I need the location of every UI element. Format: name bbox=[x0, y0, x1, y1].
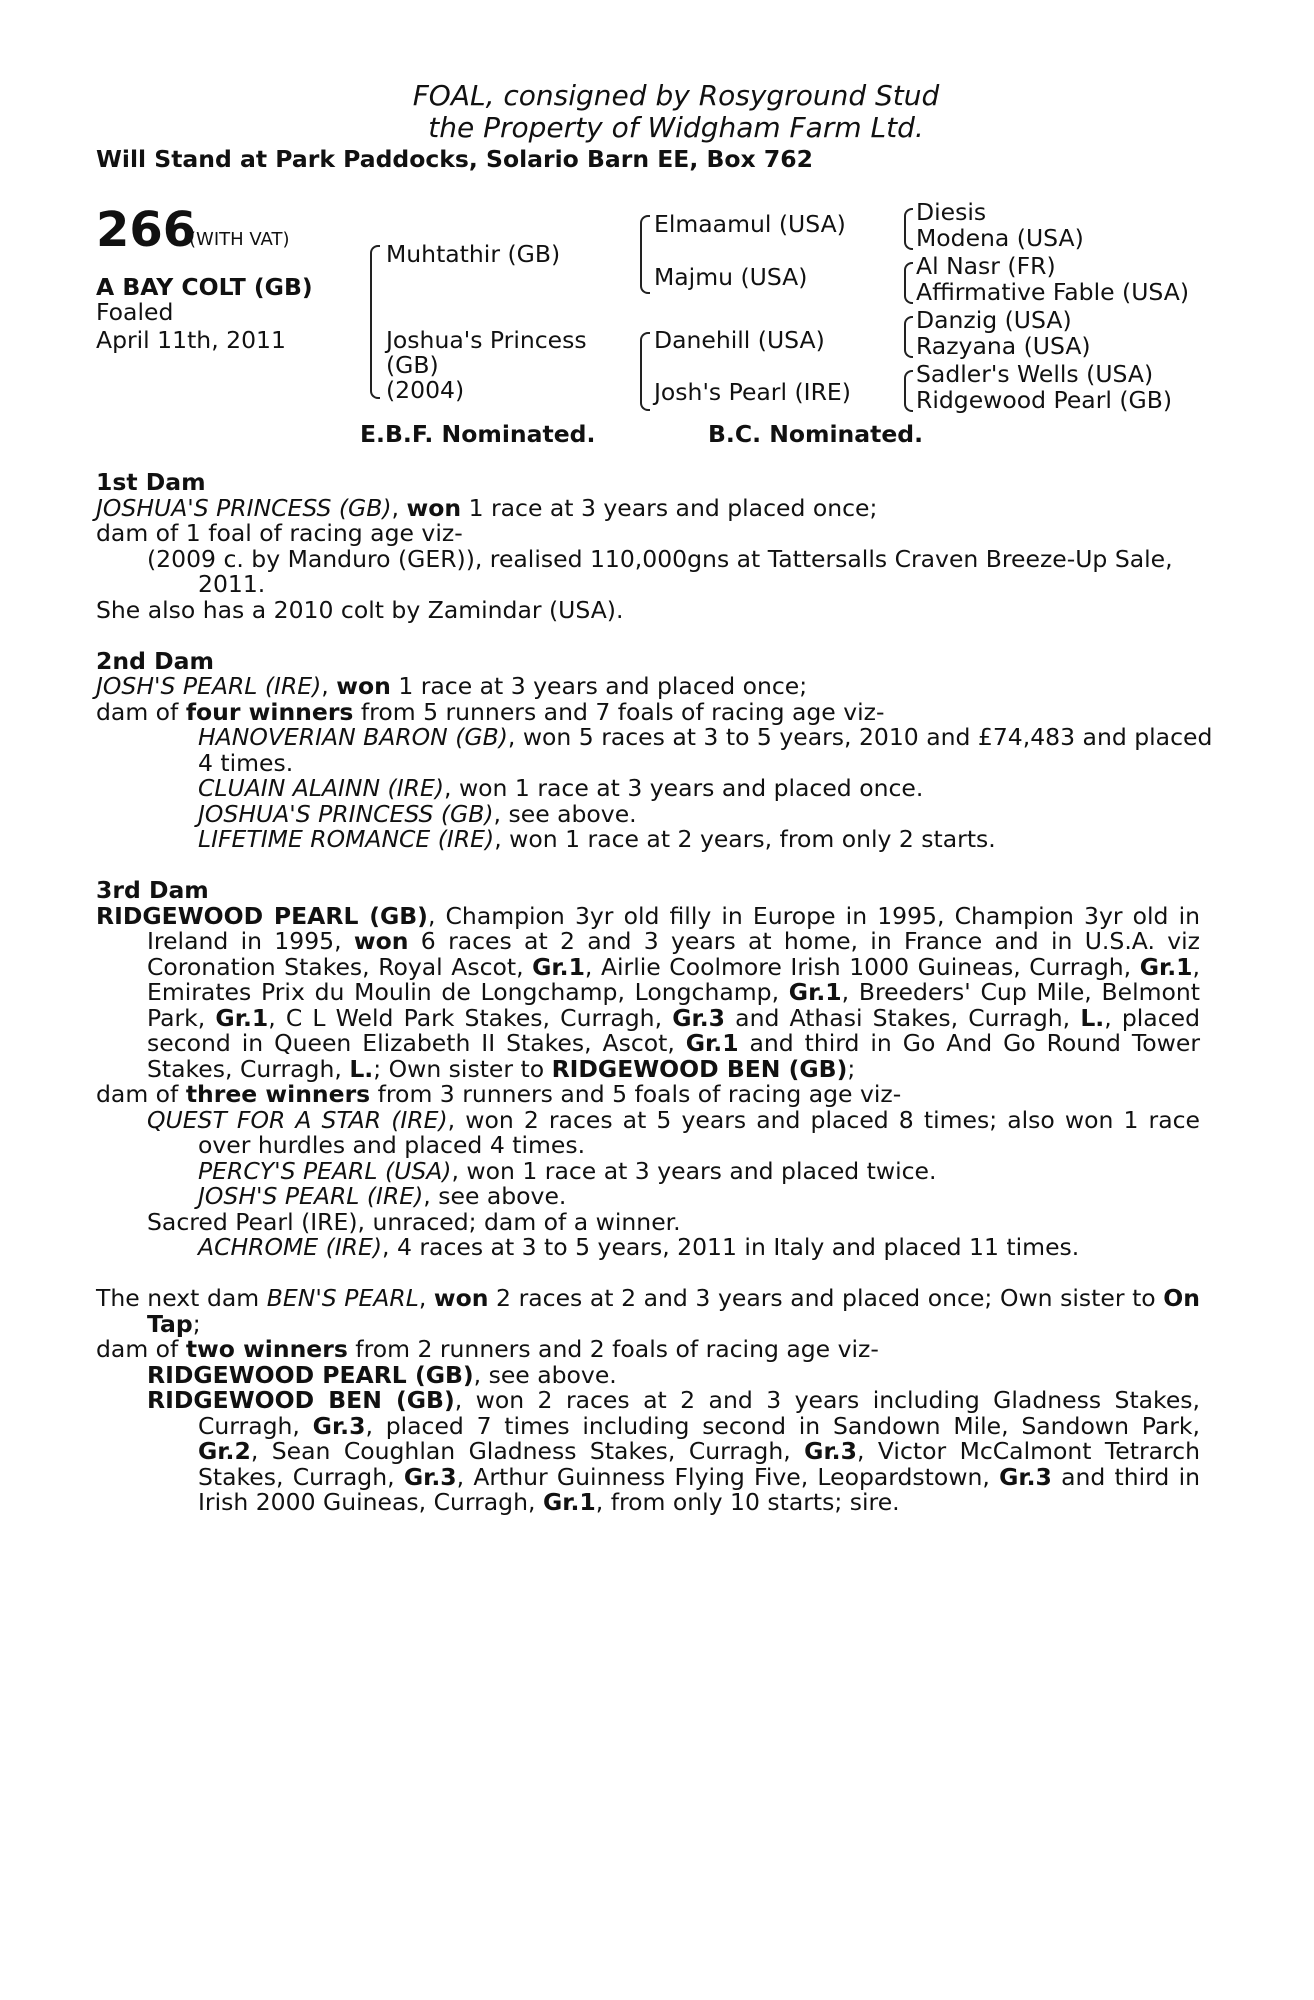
third-dam-section bbox=[96, 878, 1200, 1261]
dam-dam: Josh's Pearl (IRE) bbox=[654, 378, 851, 406]
first-dam-also: She also has a 2010 colt by Zamindar (USA). bbox=[96, 595, 624, 624]
next-dam-section bbox=[96, 1286, 1200, 1516]
produce-item: HANOVERIAN BARON (GB), won 5 races at 3 to 5 years, 2010 and £74,483 and placed bbox=[198, 723, 1213, 751]
sire-dam-sire: Al Nasr (FR) bbox=[916, 252, 1056, 280]
grandproduce-item: ACHROME (IRE), 4 races at 3 to 5 years, 2011 in Italy and placed 11 times. bbox=[198, 1233, 1080, 1261]
sire-sire-dam: Modena (USA) bbox=[916, 224, 1084, 252]
second-dam-title: 2nd Dam bbox=[96, 646, 214, 675]
first-dam-title: 1st Dam bbox=[96, 468, 206, 496]
first-dam-section bbox=[96, 470, 1200, 623]
sire-sire-sire: Diesis bbox=[916, 198, 987, 226]
second-dam-section bbox=[96, 646, 1213, 853]
lot-number: 266 bbox=[96, 202, 197, 258]
foaled-date: April 11th, 2011 bbox=[96, 326, 286, 354]
dam-dam-sire: Sadler's Wells (USA) bbox=[916, 360, 1154, 388]
sire-sire: Elmaamul (USA) bbox=[654, 210, 846, 238]
third-dam-summary: RIDGEWOOD PEARL (GB), Champion 3yr old filly in Europe in 1995, Champion 3yr old in Ireland in 1995, won 6 races at 2 and 3 years at home, in France and in U.S.A. viz Coronation Stakes, Royal Ascot, Gr.1, Airlie Coolmore Irish 1000 Guineas, Curragh, Gr.1, Emirates Prix du Moulin de Longchamp, Longchamp, Gr.1, Breeders' Cup Mile, Belmont Park, Gr.1, C L Weld Park Stakes, Curragh, Gr.3 and Athasi Stakes, Curragh, L., placed second in Queen Elizabeth II Stakes, Ascot, Gr.1 and third in Go And Go Round Tower Stakes, Curragh, L.; Own sister to RIDGEWOOD BEN (GB); bbox=[96, 901, 1201, 1083]
produce-item: PERCY'S PEARL (USA), won 1 race at 3 years and placed twice. bbox=[198, 1156, 937, 1185]
third-dam-title: 3rd Dam bbox=[96, 876, 209, 904]
produce-item: QUEST FOR A STAR (IRE), won 2 races at 5 years and placed 8 times; also won 1 race over hurdles and placed 4 times. bbox=[147, 1105, 1200, 1159]
third-dam-dam-of: dam of three winners from 3 runners and 5 foals of racing age viz- bbox=[96, 1080, 902, 1108]
produce-item: JOSHUA'S PRINCESS (GB), see above. bbox=[198, 799, 637, 828]
produce-item: RIDGEWOOD BEN (GB), won 2 races at 2 and 3 years including Gladness Stakes, Curragh, Gr.3, placed 7 times including second in Sandown Mile, Sandown Park, Gr.2, Sean Coughlan Gladness Stakes, Curragh, Gr.3, Victor McCalmont Tetrarch Stakes, Curragh, Gr.3, Arthur Guinness Flying Five, Leopardstown, Gr.3 and third in Irish 2000 Guineas, Curragh, Gr.1, from only 10 starts; sire. bbox=[147, 1386, 1200, 1516]
ds-brace bbox=[904, 316, 913, 358]
produce-item: CLUAIN ALAINN (IRE), won 1 race at 3 years and placed once. bbox=[198, 774, 924, 802]
sire-dam: Majmu (USA) bbox=[654, 263, 808, 291]
dam-line-1: Joshua's Princess bbox=[386, 326, 587, 354]
sd-brace bbox=[904, 262, 913, 304]
bc-nominated: B.C. Nominated. bbox=[708, 420, 924, 448]
sire: Muhtathir (GB) bbox=[386, 240, 561, 268]
dam-sire-dam: Razyana (USA) bbox=[916, 332, 1091, 360]
dam-dam-dam: Ridgewood Pearl (GB) bbox=[916, 386, 1173, 414]
next-dam-summary: The next dam BEN'S PEARL, won 2 races at 2 and 3 years and placed once; Own sister to On Tap; bbox=[96, 1284, 1200, 1338]
lot-description: A BAY COLT (GB) bbox=[96, 273, 313, 301]
foaled-label: Foaled bbox=[96, 298, 174, 326]
first-dam-dam-of: dam of 1 foal of racing age viz- bbox=[96, 519, 463, 547]
sire-dam-dam: Affirmative Fable (USA) bbox=[916, 278, 1190, 306]
second-dam-dam-of: dam of four winners from 5 runners and 7 foals of racing age viz- bbox=[96, 697, 885, 726]
sire-brace bbox=[640, 215, 650, 294]
next-dam-dam-of: dam of two winners from 2 runners and 2 foals of racing age viz- bbox=[96, 1335, 879, 1363]
produce-item: JOSH'S PEARL (IRE), see above. bbox=[198, 1182, 567, 1210]
ss-brace bbox=[904, 208, 913, 250]
ebf-nominated: E.B.F. Nominated. bbox=[360, 420, 596, 448]
first-dam-summary: JOSHUA'S PRINCESS (GB), won 1 race at 3 years and placed once; bbox=[96, 493, 878, 522]
dam-line-3: (2004) bbox=[386, 376, 465, 404]
consignor-line: FOAL, consigned by Rosyground Stud bbox=[412, 79, 940, 112]
dam-sire-sire: Danzig (USA) bbox=[916, 306, 1072, 334]
gen1-brace bbox=[370, 245, 380, 399]
catalogue-body bbox=[96, 468, 1213, 1541]
dam-brace bbox=[640, 332, 650, 411]
dd-brace bbox=[904, 370, 913, 412]
owner-line: the Property of Widgham Farm Ltd. bbox=[428, 111, 924, 144]
produce-item: RIDGEWOOD PEARL (GB), see above. bbox=[147, 1360, 617, 1389]
dam-sire: Danehill (USA) bbox=[654, 326, 825, 354]
produce-item: Sacred Pearl (IRE), unraced; dam of a winner. bbox=[147, 1207, 681, 1236]
catalogue-header bbox=[0, 80, 1314, 174]
first-dam-produce: (2009 c. by Manduro (GER)), realised 110,000gns at Tattersalls Craven Breeze-Up Sale, bbox=[147, 544, 1173, 573]
first-dam-produce-cont: 2011. bbox=[198, 570, 266, 598]
dam-line-2: (GB) bbox=[386, 351, 439, 379]
produce-item-cont: 4 times. bbox=[198, 748, 294, 777]
second-dam-summary: JOSH'S PEARL (IRE), won 1 race at 3 years and placed once; bbox=[96, 672, 808, 700]
vat-note: (WITH VAT) bbox=[189, 229, 290, 250]
location-line: Will Stand at Park Paddocks, Solario Barn EE, Box 762 bbox=[96, 145, 813, 173]
produce-item: LIFETIME ROMANCE (IRE), won 1 race at 2 years, from only 2 starts. bbox=[198, 825, 996, 853]
pedigree-table bbox=[96, 200, 1256, 460]
